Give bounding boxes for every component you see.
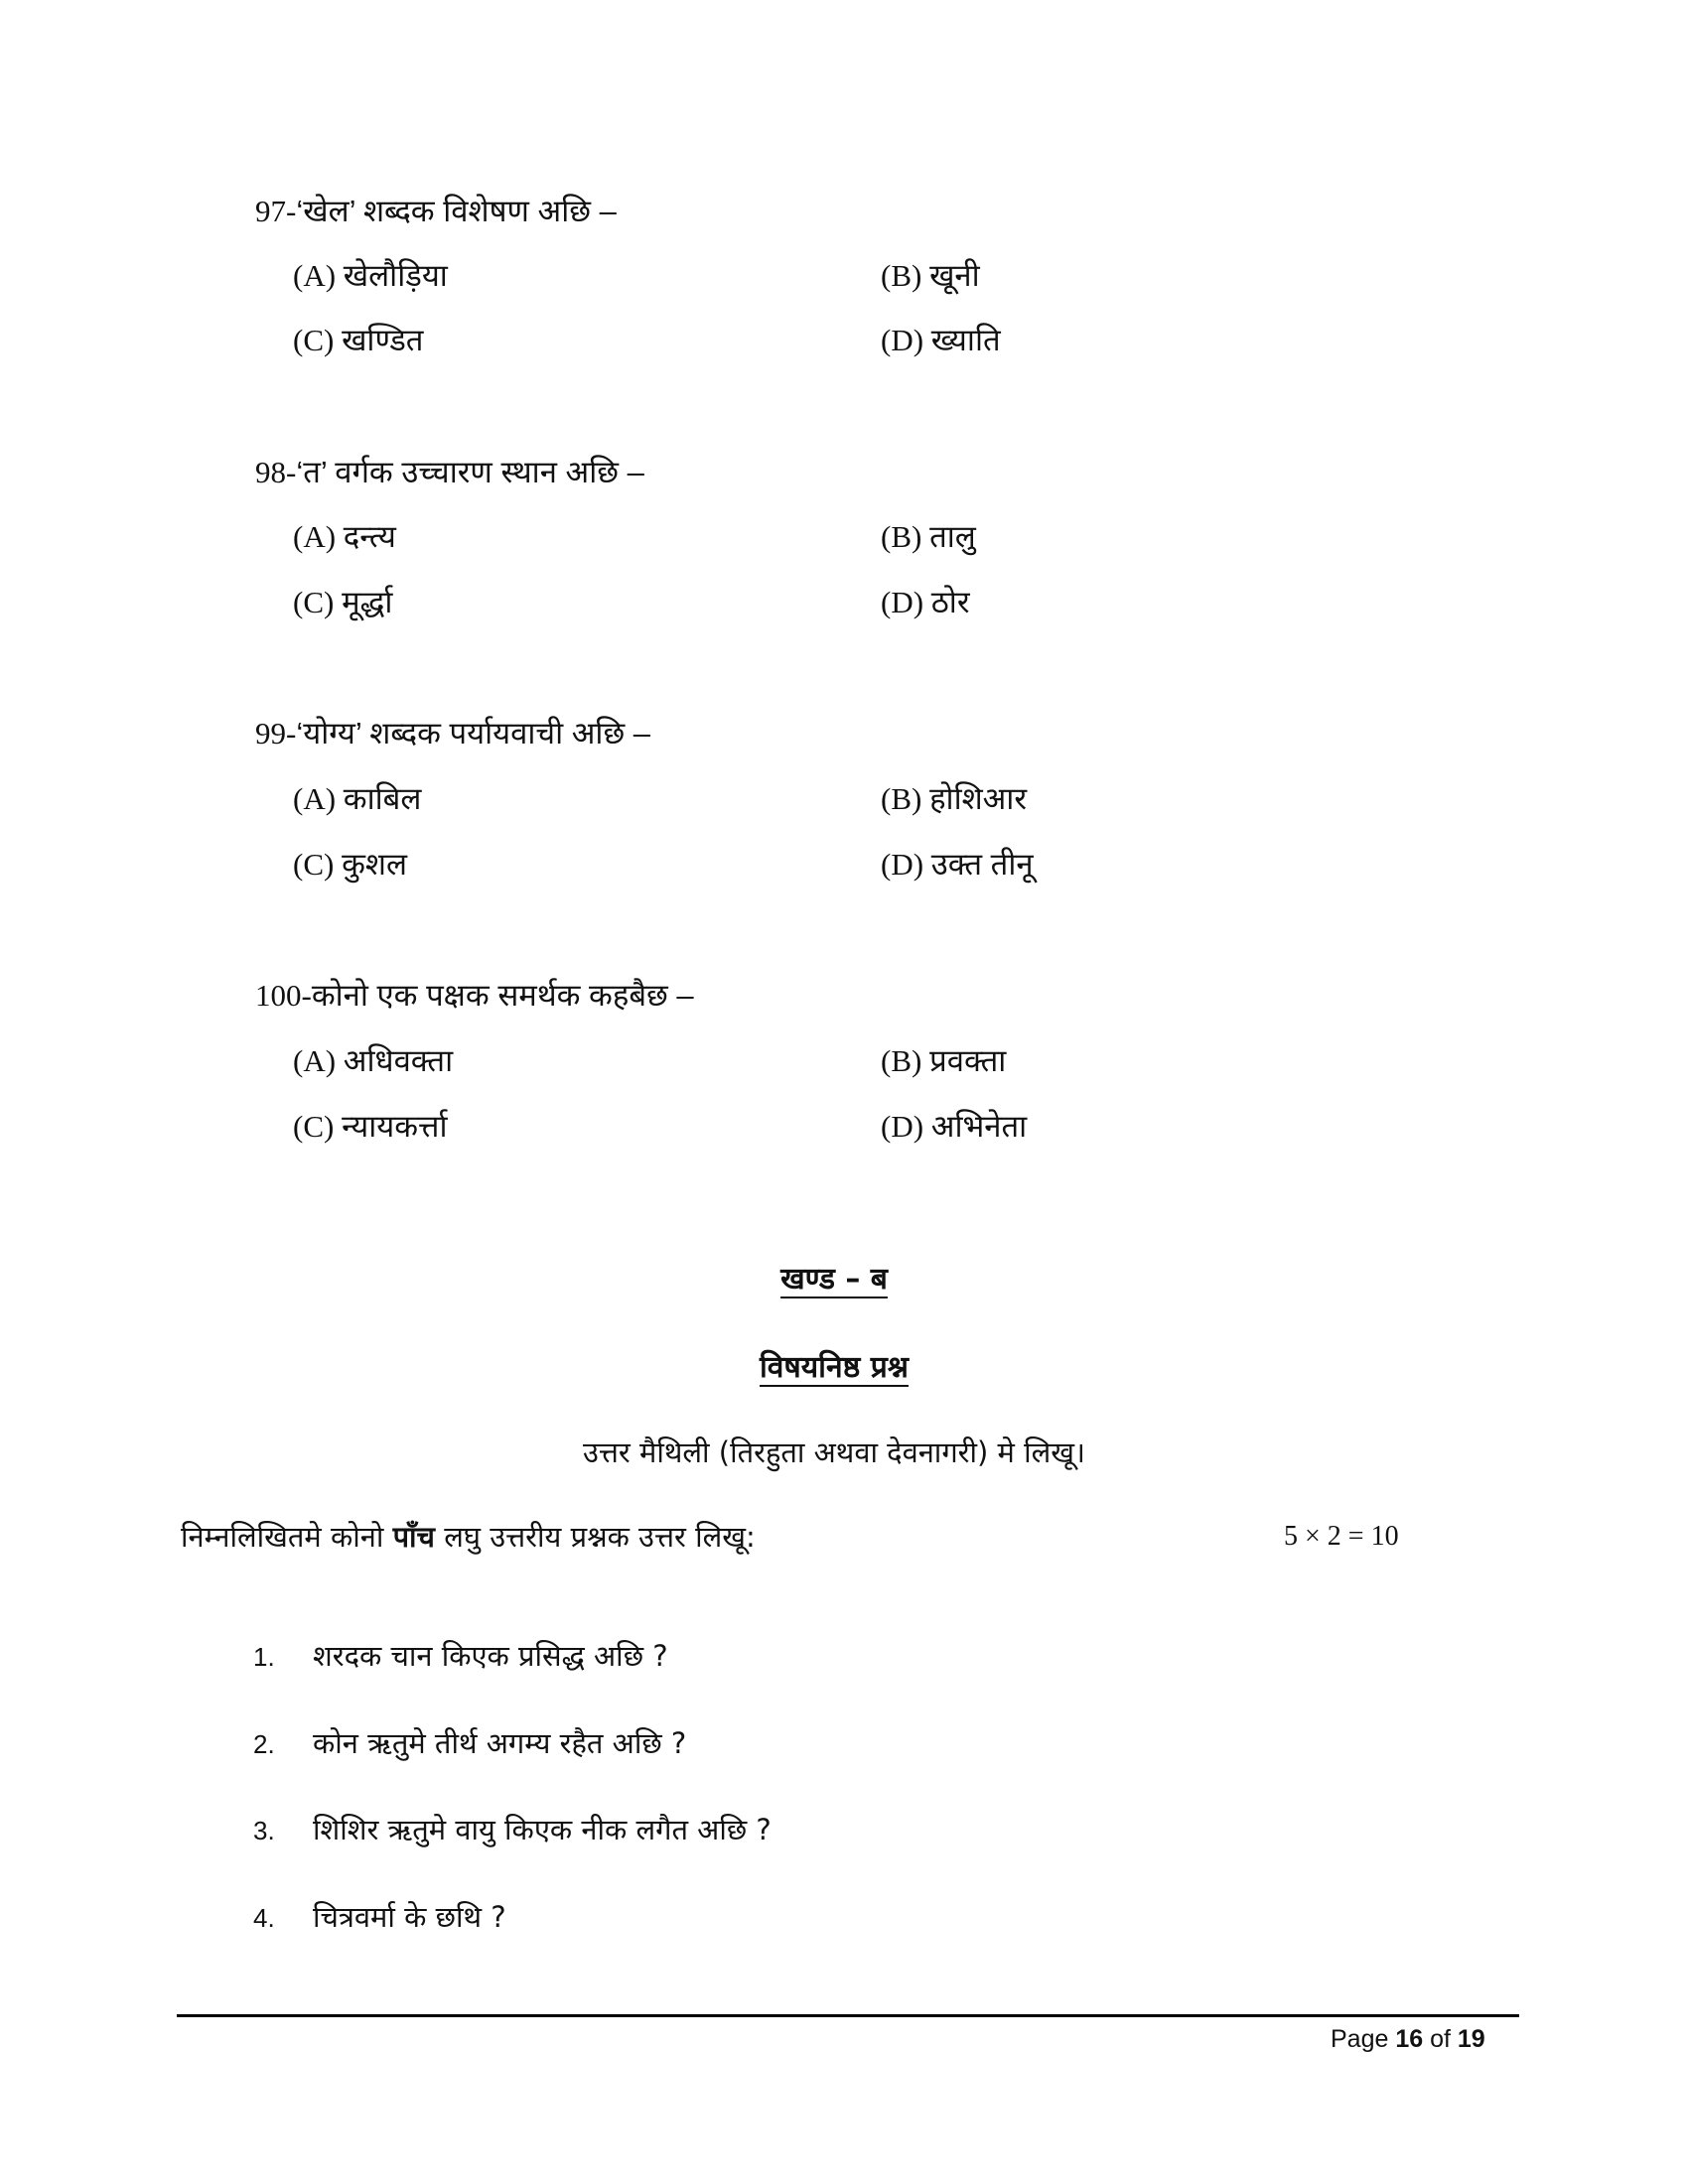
question-100 bbox=[255, 976, 694, 1016]
option-text: दन्त्य bbox=[343, 519, 396, 554]
option-label: (C) bbox=[293, 323, 335, 357]
option-label: (C) bbox=[293, 585, 335, 619]
short-question-text: शरदक चान किएक प्रसिद्ध अछि ? bbox=[313, 1639, 668, 1673]
short-question-1 bbox=[253, 1636, 668, 1675]
question-number: 100- bbox=[255, 978, 312, 1013]
option-b bbox=[881, 256, 980, 296]
option-text: कुशल bbox=[342, 847, 407, 882]
option-text: न्यायकर्त्ता bbox=[342, 1109, 448, 1144]
question-number: 97- bbox=[255, 194, 297, 228]
option-d bbox=[881, 845, 1034, 885]
short-question-3 bbox=[253, 1810, 772, 1848]
option-label: (A) bbox=[293, 781, 337, 816]
option-label: (D) bbox=[881, 1109, 924, 1144]
option-label: (D) bbox=[881, 585, 924, 619]
short-question-number: 4. bbox=[253, 1903, 275, 1933]
marks-allocation: 5 × 2 = 10 bbox=[1284, 1521, 1399, 1552]
question-97 bbox=[255, 192, 617, 231]
option-text: काबिल bbox=[343, 781, 422, 816]
option-label: (A) bbox=[293, 258, 337, 293]
short-question-number: 1. bbox=[253, 1642, 275, 1672]
question-stem: ‘त’ वर्गक उच्चारण स्थान अछि – bbox=[296, 455, 644, 489]
option-label: (A) bbox=[293, 519, 337, 554]
option-b bbox=[881, 517, 976, 557]
instruction-emphasis: पाँच bbox=[392, 1520, 435, 1554]
short-question-4 bbox=[253, 1897, 506, 1936]
short-answer-instruction bbox=[181, 1517, 756, 1557]
option-label: (C) bbox=[293, 847, 335, 882]
language-note: उत्तर मैथिली (तिरहुता अथवा देवनागरी) मे लिखू। bbox=[582, 1435, 1085, 1469]
page-number bbox=[1331, 2025, 1485, 2054]
option-a bbox=[293, 1041, 453, 1081]
option-label: (B) bbox=[881, 1043, 922, 1078]
question-98 bbox=[255, 453, 644, 492]
option-c bbox=[293, 845, 407, 885]
short-question-text: चित्रवर्मा के छथि ? bbox=[313, 1900, 506, 1934]
question-stem: ‘योग्य’ शब्दक पर्यायवाची अछि – bbox=[296, 716, 651, 751]
option-label: (B) bbox=[881, 258, 922, 293]
option-label: (B) bbox=[881, 781, 922, 816]
option-text: प्रवक्ता bbox=[929, 1043, 1007, 1078]
option-a bbox=[293, 517, 396, 557]
option-label: (D) bbox=[881, 847, 924, 882]
option-text: अधिवक्ता bbox=[343, 1043, 454, 1078]
option-a bbox=[293, 779, 421, 819]
short-question-text: शिशिर ऋतुमे वायु किएक नीक लगैत अछि ? bbox=[313, 1813, 772, 1846]
option-label: (D) bbox=[881, 323, 924, 357]
option-text: खूनी bbox=[929, 258, 980, 293]
option-d bbox=[881, 321, 1001, 360]
question-stem: कोनो एक पक्षक समर्थक कहबैछ – bbox=[311, 978, 694, 1013]
option-text: उक्त तीनू bbox=[930, 847, 1034, 882]
option-text: ख्याति bbox=[930, 323, 1001, 357]
option-b bbox=[881, 779, 1027, 819]
option-text: ठोर bbox=[930, 585, 970, 619]
question-number: 98- bbox=[255, 455, 297, 489]
option-c bbox=[293, 1107, 447, 1147]
page-of: of bbox=[1423, 2025, 1458, 2053]
page-prefix: Page bbox=[1331, 2025, 1396, 2053]
short-question-number: 2. bbox=[253, 1729, 275, 1759]
option-text: खण्डित bbox=[342, 323, 424, 357]
footer-divider bbox=[177, 2014, 1519, 2017]
question-number: 99- bbox=[255, 716, 297, 751]
option-label: (A) bbox=[293, 1043, 337, 1078]
option-text: अभिनेता bbox=[930, 1109, 1028, 1144]
instruction-text: निम्नलिखितमे कोनो bbox=[181, 1520, 393, 1554]
page-current: 16 bbox=[1395, 2025, 1424, 2053]
option-text: मूर्द्धा bbox=[342, 585, 393, 619]
option-text: तालु bbox=[929, 519, 976, 554]
instruction-text: लघु उत्तरीय प्रश्नक उत्तर लिखू: bbox=[434, 1520, 756, 1554]
option-label: (C) bbox=[293, 1109, 335, 1144]
option-a bbox=[293, 256, 448, 296]
section-title: खण्ड – ब bbox=[780, 1262, 888, 1297]
short-question-text: कोन ऋतुमे तीर्थ अगम्य रहैत अछि ? bbox=[313, 1726, 687, 1760]
page-total: 19 bbox=[1457, 2025, 1485, 2053]
option-label: (B) bbox=[881, 519, 922, 554]
option-d bbox=[881, 583, 970, 622]
question-stem: ‘खेल’ शब्दक विशेषण अछि – bbox=[296, 194, 617, 228]
option-text: खेलौड़िया bbox=[343, 258, 448, 293]
short-question-number: 3. bbox=[253, 1816, 275, 1845]
option-c bbox=[293, 583, 392, 622]
option-text: होशिआर bbox=[929, 781, 1028, 816]
option-b bbox=[881, 1041, 1006, 1081]
question-99 bbox=[255, 714, 650, 753]
option-d bbox=[881, 1107, 1027, 1147]
short-question-2 bbox=[253, 1723, 686, 1762]
section-subtitle: विषयनिष्ठ प्रश्न bbox=[759, 1350, 909, 1385]
option-c bbox=[293, 321, 423, 360]
